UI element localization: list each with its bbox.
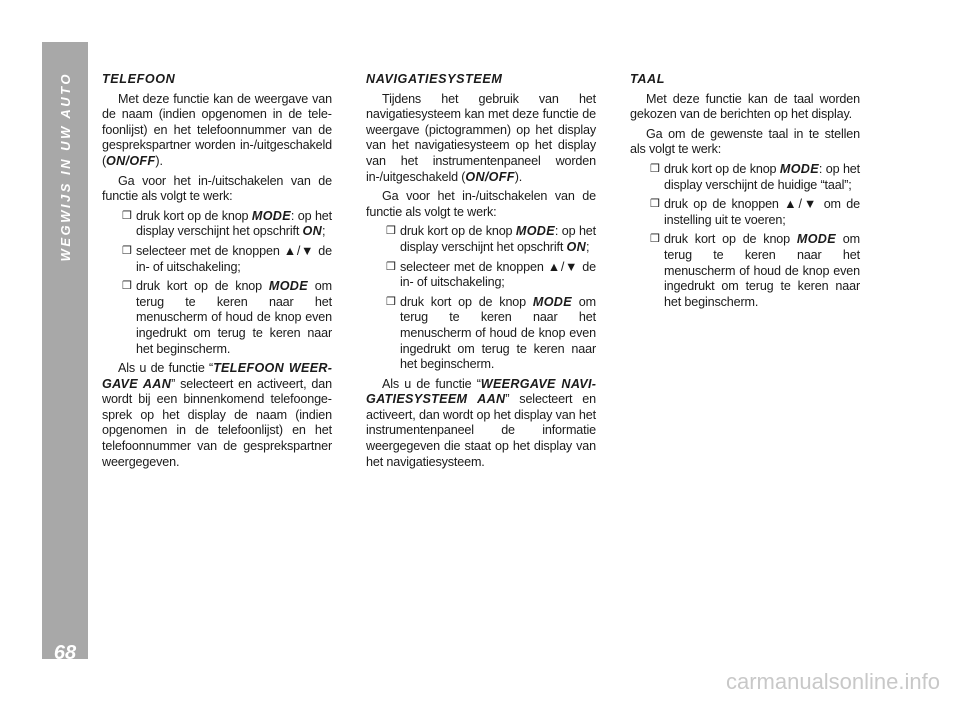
paragraph: Als u de functie “WEERGAVE NAVIGATIESYSTEEM AAN” selecteert en activeert, dan wordt op het display van het instrumentenpaneel de informatie weergegeven die staat op het display van het navigatiesysteem. (366, 376, 596, 469)
paragraph: Tijdens het gebruik van het navigatiesysteem kan met deze functie de weergave (pictogrammen) op het display van het navigatiesysteem op het display van het instrumentenpaneel worden in-/uitgeschakeld (ON/OFF). (366, 91, 596, 184)
paragraph: Ga om de gewenste taal in te stellen als volgt te werk: (630, 126, 860, 157)
checkbox-bullet-icon: ❒ (386, 295, 396, 308)
paragraph: Ga voor het in-/uitschakelen van de functie als volgt te werk: (102, 173, 332, 204)
section-title (42, 42, 88, 382)
checkbox-bullet-icon: ❒ (386, 260, 396, 273)
heading-navigatiesysteem: NAVIGATIESYSTEEM (366, 72, 503, 86)
checkbox-bullet-icon: ❒ (650, 198, 660, 211)
list-item: ❒ druk kort op de knop MODE om terug te keren naar het menuscherm of houd de knop even ingedrukt om terug te keren naar het beginscherm. (122, 279, 332, 356)
watermark: carmanualsonline.info (725, 669, 940, 694)
checkbox-bullet-icon: ❒ (122, 209, 132, 222)
heading-telefoon: TELEFOON (102, 72, 176, 86)
sidebar (42, 42, 88, 664)
paragraph: Ga voor het in-/uitschakelen van de functie als volgt te werk: (366, 189, 596, 219)
list-item: ❒ druk op de knoppen ▲/▼ om de instelling uit te voeren; (650, 197, 860, 227)
list-item: ❒ selecteer met de knoppen ▲/▼ de in- of uitschakeling; (122, 243, 332, 274)
checkbox-bullet-icon: ❒ (122, 244, 132, 257)
page-number: 68 (53, 642, 77, 664)
bullet-list (366, 224, 596, 372)
list-item: ❒ druk kort op de knop MODE: op het display verschijnt de huidige “taal”; (650, 161, 860, 192)
section-title-text: WEGWIJS IN UW AUTO (57, 72, 73, 262)
checkbox-bullet-icon: ❒ (650, 162, 660, 175)
paragraph: Met deze functie kan de taal worden gekozen van de berichten op het display. (630, 91, 860, 122)
list-item: ❒ selecteer met de knoppen ▲/▼ de in- of uitschakeling; (386, 259, 596, 290)
list-item: ❒ druk kort op de knop MODE: op het display verschijnt het opschrift ON; (386, 224, 596, 254)
bullet-list (630, 162, 860, 310)
column-telefoon (102, 72, 332, 474)
list-item: ❒ druk kort op de knop MODE: op het display verschijnt het opschrift ON; (122, 208, 332, 239)
paragraph: Als u de functie “TELEFOON WEERGAVE AAN” selecteert en activeert, dan wordt bij een binnenkomend telefoongesprek op het display de naam (indien opgenomen in de telefoonlijst) en het telefoonnummer van de gesprekspartner weergegeven. (102, 361, 332, 469)
checkbox-bullet-icon: ❒ (386, 225, 396, 238)
paragraph: Met deze functie kan de weergave van de naam (indien opgenomen in de telefoonlijst) en het telefoonnummer van de gesprekspartner worden in-/uitgeschakeld (ON/OFF). (102, 91, 332, 168)
list-item: ❒ druk kort op de knop MODE om terug te keren naar het menuscherm of houd de knop even ingedrukt om terug te keren naar het beginscherm. (386, 294, 596, 372)
column-taal (630, 72, 860, 314)
checkbox-bullet-icon: ❒ (650, 233, 660, 246)
bullet-list (102, 209, 332, 357)
heading-taal: TAAL (630, 72, 666, 86)
list-item: ❒ druk kort op de knop MODE om terug te keren naar het menuscherm of houd de knop even ingedrukt om terug te keren naar het beginscherm. (650, 232, 860, 309)
checkbox-bullet-icon: ❒ (122, 280, 132, 293)
column-navigatiesysteem (366, 72, 596, 474)
